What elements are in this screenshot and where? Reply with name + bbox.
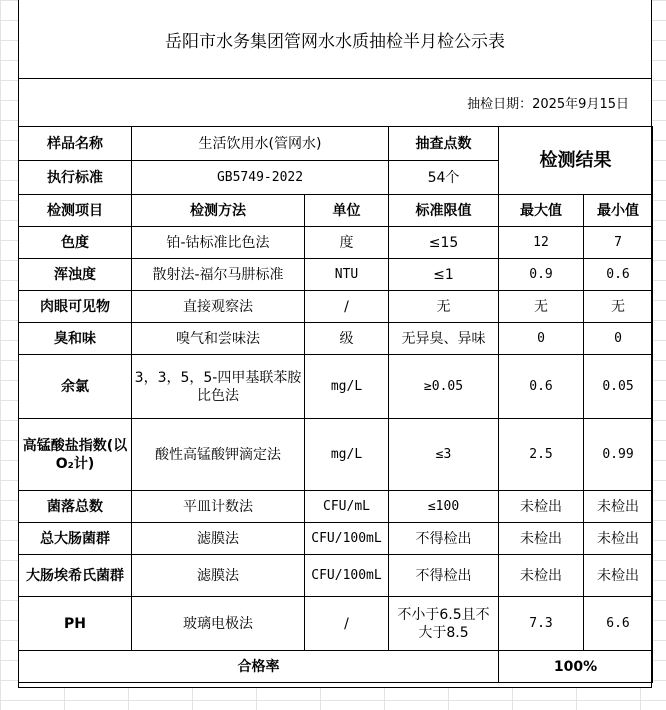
row-item: 肉眼可见物 bbox=[19, 291, 132, 323]
check-date: 抽检日期：2025年9月15日 bbox=[467, 96, 629, 112]
row-method: 玻璃电极法 bbox=[132, 597, 305, 651]
points-label: 抽查点数 bbox=[389, 127, 499, 161]
row-max: 未检出 bbox=[499, 555, 584, 597]
row-item: 菌落总数 bbox=[19, 491, 132, 523]
row-unit: / bbox=[305, 291, 389, 323]
col-header-max: 最大值 bbox=[499, 195, 584, 227]
row-unit: 度 bbox=[305, 227, 389, 259]
row-method: 平皿计数法 bbox=[132, 491, 305, 523]
report-sheet bbox=[18, 0, 652, 688]
row-max: 0 bbox=[499, 323, 584, 355]
table-row bbox=[19, 355, 653, 419]
row-unit: mg/L bbox=[305, 419, 389, 491]
table-row bbox=[19, 523, 653, 555]
row-min: 未检出 bbox=[584, 555, 653, 597]
pass-rate-label: 合格率 bbox=[19, 651, 499, 683]
row-unit: CFU/100mL bbox=[305, 555, 389, 597]
row-min: 0.6 bbox=[584, 259, 653, 291]
row-method: 直接观察法 bbox=[132, 291, 305, 323]
row-item: 高锰酸盐指数(以O₂计) bbox=[19, 419, 132, 491]
sample-name-label: 样品名称 bbox=[19, 127, 132, 161]
row-unit: NTU bbox=[305, 259, 389, 291]
standard-label: 执行标准 bbox=[19, 161, 132, 195]
row-method: 酸性高锰酸钾滴定法 bbox=[132, 419, 305, 491]
row-min: 无 bbox=[584, 291, 653, 323]
table-row bbox=[19, 227, 653, 259]
row-min: 未检出 bbox=[584, 491, 653, 523]
sample-name-value: 生活饮用水(管网水) bbox=[132, 127, 389, 161]
row-unit: / bbox=[305, 597, 389, 651]
col-header-min: 最小值 bbox=[584, 195, 653, 227]
points-value: 54个 bbox=[389, 161, 499, 195]
row-item: 余氯 bbox=[19, 355, 132, 419]
row-method: 滤膜法 bbox=[132, 555, 305, 597]
row-unit: CFU/mL bbox=[305, 491, 389, 523]
row-min: 6.6 bbox=[584, 597, 653, 651]
row-limit: 不得检出 bbox=[389, 555, 499, 597]
row-unit: 级 bbox=[305, 323, 389, 355]
row-limit: 不得检出 bbox=[389, 523, 499, 555]
row-limit: 不小于6.5且不大于8.5 bbox=[389, 597, 499, 651]
row-max: 2.5 bbox=[499, 419, 584, 491]
row-limit: ≤1 bbox=[389, 259, 499, 291]
row-item: 浑浊度 bbox=[19, 259, 132, 291]
row-max: 7.3 bbox=[499, 597, 584, 651]
row-limit: 无 bbox=[389, 291, 499, 323]
row-max: 未检出 bbox=[499, 491, 584, 523]
table-row bbox=[19, 555, 653, 597]
col-header-item: 检测项目 bbox=[19, 195, 132, 227]
row-item: PH bbox=[19, 597, 132, 651]
row-method: 3，3，5，5-四甲基联苯胺比色法 bbox=[132, 355, 305, 419]
row-min: 0.99 bbox=[584, 419, 653, 491]
col-header-method: 检测方法 bbox=[132, 195, 305, 227]
row-limit: ≥0.05 bbox=[389, 355, 499, 419]
standard-value: GB5749-2022 bbox=[132, 161, 389, 195]
results-table bbox=[18, 126, 653, 683]
table-row bbox=[19, 291, 653, 323]
row-item: 臭和味 bbox=[19, 323, 132, 355]
row-unit: mg/L bbox=[305, 355, 389, 419]
results-header: 检测结果 bbox=[499, 127, 653, 195]
row-item: 总大肠菌群 bbox=[19, 523, 132, 555]
row-limit: 无异臭、异味 bbox=[389, 323, 499, 355]
row-max: 未检出 bbox=[499, 523, 584, 555]
row-max: 无 bbox=[499, 291, 584, 323]
row-min: 7 bbox=[584, 227, 653, 259]
row-unit: CFU/100mL bbox=[305, 523, 389, 555]
row-max: 12 bbox=[499, 227, 584, 259]
row-limit: ≤3 bbox=[389, 419, 499, 491]
row-method: 滤膜法 bbox=[132, 523, 305, 555]
row-item: 大肠埃希氏菌群 bbox=[19, 555, 132, 597]
row-max: 0.6 bbox=[499, 355, 584, 419]
table-row bbox=[19, 491, 653, 523]
row-method: 嗅气和尝味法 bbox=[132, 323, 305, 355]
col-header-unit: 单位 bbox=[305, 195, 389, 227]
row-min: 0.05 bbox=[584, 355, 653, 419]
row-min: 未检出 bbox=[584, 523, 653, 555]
row-limit: ≤15 bbox=[389, 227, 499, 259]
row-limit: ≤100 bbox=[389, 491, 499, 523]
table-row bbox=[19, 419, 653, 491]
table-row bbox=[19, 259, 653, 291]
table-row bbox=[19, 597, 653, 651]
table-row bbox=[19, 323, 653, 355]
row-max: 0.9 bbox=[499, 259, 584, 291]
pass-rate-value: 100% bbox=[499, 651, 653, 683]
row-min: 0 bbox=[584, 323, 653, 355]
row-method: 散射法-福尔马肼标准 bbox=[132, 259, 305, 291]
row-item: 色度 bbox=[19, 227, 132, 259]
row-method: 铂-钴标准比色法 bbox=[132, 227, 305, 259]
col-header-limit: 标准限值 bbox=[389, 195, 499, 227]
report-title: 岳阳市水务集团管网水水质抽检半月检公示表 bbox=[19, 0, 651, 79]
